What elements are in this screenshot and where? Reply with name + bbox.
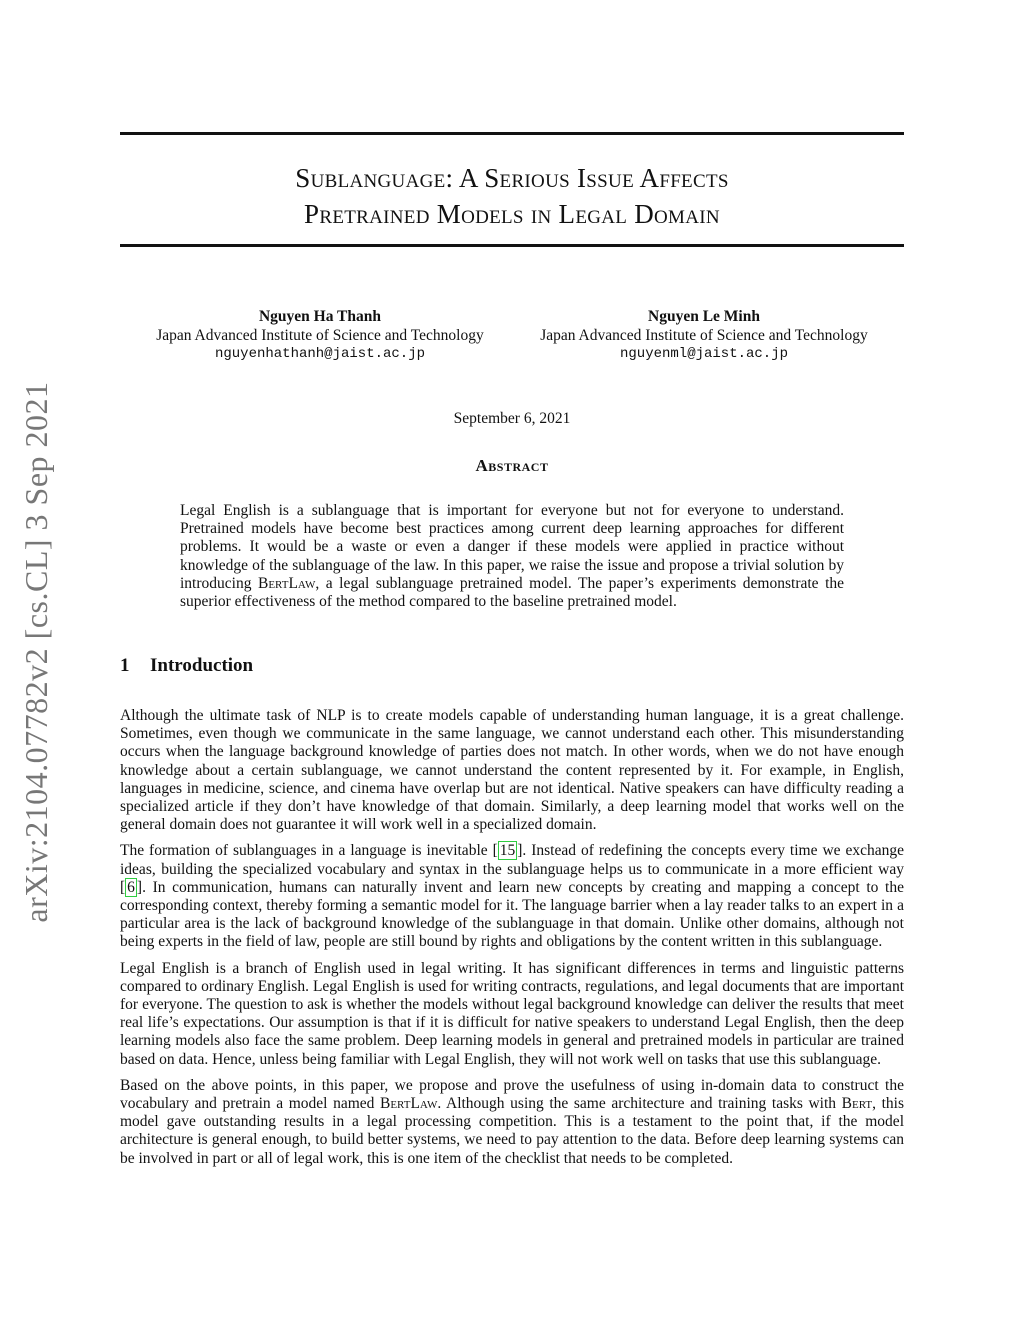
text-run: Based on the above points, in this paper, we propose and prove the usefulness of using in-domain data to construct the vocabulary and pretrain a model named (120, 1076, 904, 1113)
section-heading (120, 655, 253, 677)
model-name: BertLaw (380, 1095, 438, 1113)
section-number: 1 (120, 655, 130, 676)
text-run: ]. In communication, humans can naturally invent and learn new concepts by creating and mapping a concept to the corresponding context, thereby forming a semantic model for it. The language barrier when a lay reader talks to an expert in a particular area is the lack of background knowledge of the sublanguage in that domain. Unlike other domains, although not being experts in the field of law, people are still bound by rights and obligations by the content written in this sublanguage. (120, 878, 904, 951)
author-block-2 (504, 307, 904, 364)
text-run: ]. Instead of redefining the concepts every time we exchange ideas, building the specialized vocabulary and syntax in the sublanguage helps us to communicate in a more efficient way [ (120, 842, 904, 896)
abstract-part: , a legal sublanguage pretrained model. The paper’s experiments demonstrate the superior effectiveness of the method compared to the baseline pretrained model. (180, 574, 845, 611)
body-text (120, 707, 904, 1176)
author-email[interactable]: nguyenhathanh@jaist.ac.jp (214, 346, 426, 362)
paragraph: Legal English is a branch of English used in legal writing. It has significant differences in terms and linguistic patterns compared to ordinary English. Legal English is used for writing contracts, regulations, and legal documents that are important for everyone. The question to ask is whether the models without legal background knowledge can deliver the results that meet real life’s expectations. Our assumption is that if it is difficult for native speakers to understand Legal English, then the deep learning models also face the same problem. Deep learning models in general and pretrained models in particular are trained based on data. Hence, unless being familiar with Legal English, they will not work well on tasks that use this sublanguage. (120, 959, 904, 1068)
paragraph (120, 842, 904, 951)
title-line-1: Sublanguage: A Serious Issue Affects (295, 163, 729, 193)
title-rule-bottom (120, 244, 904, 247)
text-run: . Although using the same architecture and training tasks with (437, 1095, 842, 1113)
abstract-text (180, 502, 844, 611)
paragraph: Although the ultimate task of NLP is to create models capable of understanding human language, it is a great challenge. Sometimes, even though we communicate in the same language, we cannot understand each other. This misunderstanding occurs when the language background knowledge of parties does not match. In other words, when we do not have enough knowledge about a certain sublanguage, we cannot understand the content represented by it. For example, in English, languages in medicine, science, and cinema have overlap but are not identical. Native speakers can have difficulty reading a specialized article if they don’t have knowledge of that domain. Similarly, a deep learning model that works well on the general domain does not guarantee it will work well in a specialized domain. (120, 707, 904, 834)
citation-link[interactable]: 6 (127, 878, 135, 896)
abstract-heading: Abstract (475, 456, 549, 475)
author-email[interactable]: nguyenml@jaist.ac.jp (619, 346, 789, 362)
paper-title (120, 160, 904, 232)
title-line-2: Pretrained Models in Legal Domain (304, 199, 720, 229)
text-run: The formation of sublanguages in a language is inevitable [ (120, 842, 498, 860)
author-affiliation: Japan Advanced Institute of Science and Technology (540, 327, 868, 344)
author-affiliation: Japan Advanced Institute of Science and Technology (156, 327, 484, 344)
title-rule-top (120, 132, 904, 135)
section-title: Introduction (150, 655, 254, 676)
arxiv-identifier: arXiv:2104.07782v2 [cs.CL] 3 Sep 2021 (18, 381, 54, 923)
text-run: , this model gave outstanding results in a legal processing competition. This is a testament to the point that, if the model architecture is general enough, to build better systems, we need to pay attention to the data. Before deep learning systems can be involved in part or all of legal work, this is one item of the checklist that needs to be completed. (120, 1095, 904, 1167)
model-name: Bert (841, 1095, 873, 1113)
abstract-part: Legal English is a sublanguage that is important for everyone but not for everyone to understand. Pretrained models have become best practices among current deep learning approaches for different problems. It would be a waste or even a danger if these models were applied in practice without knowledge of the sublanguage of the law. In this paper, we raise the issue and propose a trivial solution by introducing (180, 502, 844, 592)
model-name: BertLaw (258, 574, 316, 592)
author-name: Nguyen Ha Thanh (258, 308, 382, 325)
author-name: Nguyen Le Minh (648, 308, 760, 325)
publication-date: September 6, 2021 (453, 410, 571, 427)
citation-link[interactable]: 15 (499, 842, 516, 860)
author-block-1 (120, 307, 520, 364)
paragraph (120, 1077, 904, 1168)
